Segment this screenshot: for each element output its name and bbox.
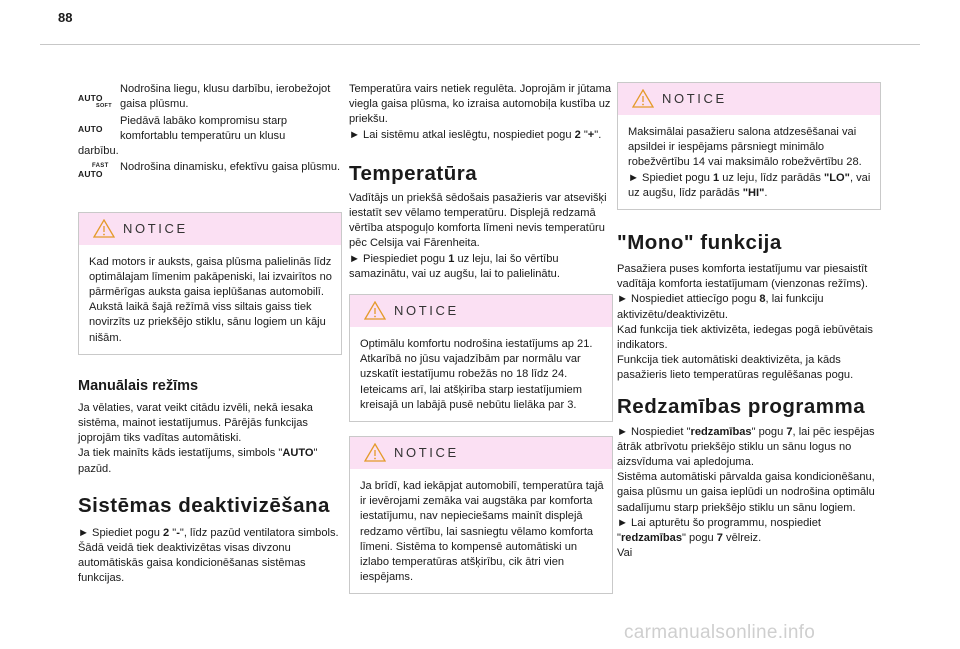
notice-text: Ja brīdī, kad iekāpjat automobilī, temperatūra tajā ir ievērojami zemāka vai augstāka par komforta iestatījumu, nav nepieciešams mainīt displejā redzamo vērtību, lai sasniegtu vēlamo komforta līmeni. Sistēma to kompensē automātiski un izlabo temperatūras atšķirību, cik ātri vien iespējams. — [360, 480, 604, 584]
manual-text-auto: Ja tiek mainīts kāds iestatījums, simbols "AUTO" pazūd. — [78, 447, 318, 475]
intro-text: Temperatūra vairs netiek regulēta. Joprojām ir jūtama viegla gaisa plūsma, ko izraisa automobiļa kustība uz priekšu. — [349, 83, 612, 126]
section-heading-mono: "Mono" funkcija — [617, 231, 782, 255]
manual-text: Ja vēlaties, varat veikt citādu izvēli, nekā iesaka sistēma, mainot iestatījumus. Pārējās funkcijas joprojām tiks vadītas automātiski. — [78, 401, 313, 445]
notice-header — [350, 437, 612, 469]
notice-text: Aukstā laikā šajā režīmā viss siltais gaiss tiek novirzīts uz priekšējo stiklu, sānu logiem un kāju nišām. — [89, 301, 326, 344]
mono-text: Funkcija tiek automātiski deaktivizēta, ja kāds pasažieris lieto temperatūras regulēšanas pogu. — [617, 354, 854, 382]
section-heading-deactivation: Sistēmas deaktivizēšana — [78, 493, 330, 517]
fast-auto-icon — [78, 162, 109, 178]
page-number: 88 — [58, 10, 73, 25]
mono-text: Kad funkcija tiek aktivizēta, iedegas pogā iebūvētais indikators. — [617, 323, 873, 352]
header-divider — [40, 44, 920, 45]
notice-box — [617, 82, 881, 210]
mode-auto — [78, 114, 342, 160]
notice-body — [350, 327, 612, 421]
temperature-text: Vadītājs un priekšā sēdošais pasažieris var atsevišķi iestatīt sev vēlamo temperatūru. Displejā redzamā vērtība atspoguļo komforta līmeni nevis temperatūru pēc Celsija vai Fārenheita. — [349, 191, 607, 250]
section-heading-visibility: Redzamības programma — [617, 394, 866, 418]
warning-icon — [93, 219, 115, 238]
notice-header — [350, 295, 612, 327]
badge-bottom: AUTO — [78, 168, 103, 179]
intro-step: ► Lai sistēmu atkal ieslēgtu, nospiediet pogu 2 "+". — [349, 128, 602, 141]
mode-auto-soft — [78, 82, 342, 114]
notice-body — [618, 115, 880, 209]
notice-title: NOTICE — [394, 445, 459, 461]
notice-text: Optimālu komfortu nodrošina iestatījums ap 21. Atkarībā no jūsu vajadzībām par normālu var uzskatīt iestatījumu robežās no 18 līdz 24. Ieteicams arī, lai atšķirība starp iestatījumiem kreisajā un labājā pusē nebūtu lielāka par 3. — [360, 338, 593, 411]
mono-step: ► Nospiediet attiecīgo pogu 8, lai funkciju aktivizētu/deaktivizētu. — [617, 293, 824, 321]
notice-title: NOTICE — [662, 91, 727, 106]
notice-text: Maksimālai pasažieru salona atdzesēšanai vai apsildei ir iespējams pārsniegt minimālo robežvērtību 14 vai maksimālo robežvērtību 28. — [628, 126, 862, 169]
notice-title: NOTICE — [123, 220, 188, 236]
auto-icon — [78, 125, 103, 133]
deactivation-step: ► Spiediet pogu 2 "-", līdz pazūd ventilatora simbols. — [78, 526, 339, 539]
auto-soft-icon — [78, 94, 112, 110]
visibility-step: ► Lai apturētu šo programmu, nospiediet "redzamības" pogu 7 vēlreiz. — [617, 516, 821, 545]
watermark: carmanualsonline.info — [624, 622, 816, 643]
mono-text: Pasažiera puses komforta iestatījumu var piesaistīt vadītāja komforta iestatījumam (vienzonas režīms). — [617, 263, 868, 291]
notice-box — [349, 294, 613, 422]
notice-box — [78, 212, 342, 355]
badge-bottom: SOFT — [96, 103, 112, 109]
mode-fast-auto — [78, 160, 342, 192]
column-left — [78, 82, 342, 587]
notice-body — [350, 469, 612, 593]
deactivation-text: Šādā veidā tiek deaktivizētas visas divzonu automātiskās gaisa kondicionēšanas sistēmas funkcijas. — [78, 542, 306, 585]
temperature-step: ► Piespiediet pogu 1 uz leju, lai šo vērtību samazinātu, vai uz augšu, lai to palielinātu. — [349, 252, 560, 280]
notice-text: Kad motors ir auksts, gaisa plūsma palielinās līdz optimālajam līmenim pakāpeniski, lai izvairītos no pārmērīgas auksta gaisa ieplūšanas automobilī. — [89, 255, 332, 299]
mode-description-continued: darbību. — [78, 145, 119, 158]
visibility-step: ► Nospiediet "redzamības" pogu 7, lai pēc iespējas ātrāk atbrīvotu priekšējo stiklu un sānu logus no aizsvīduma vai apledojuma. — [617, 425, 875, 469]
badge-top: FAST — [92, 162, 109, 169]
mode-description: Nodrošina dinamisku, efektīvu gaisa plūsmu. — [120, 160, 341, 173]
warning-icon — [632, 89, 654, 108]
notice-title: NOTICE — [394, 303, 459, 319]
notice-box — [349, 436, 613, 594]
notice-header — [618, 83, 880, 115]
mode-description: Nodrošina liegu, klusu darbību, ierobežojot gaisa plūsmu. — [120, 83, 331, 111]
notice-header — [79, 213, 341, 245]
notice-body — [79, 245, 341, 354]
badge-top: AUTO — [78, 93, 103, 103]
notice-step: ► Spiediet pogu 1 uz leju, līdz parādās "LO", vai uz augšu, līdz parādās "HI". — [628, 171, 871, 199]
warning-icon — [364, 443, 386, 462]
visibility-text: Sistēma automātiski pārvalda gaisa kondicionēšanu, gaisa plūsmu un gaisa ieplūdi un nodrošina optimālu sadalījumu starp priekšējo stiklu un sānu logiem. — [617, 471, 875, 514]
mode-description: Piedāvā labāko kompromisu starp komfortablu temperatūru un klusu — [120, 115, 288, 143]
section-heading-temperature: Temperatūra — [349, 161, 478, 185]
column-right — [617, 82, 881, 561]
warning-icon — [364, 301, 386, 320]
section-heading-manual: Manuālais režīms — [78, 377, 199, 394]
column-middle — [349, 82, 613, 594]
badge-top: AUTO — [78, 124, 103, 134]
visibility-text: Vai — [617, 547, 633, 560]
